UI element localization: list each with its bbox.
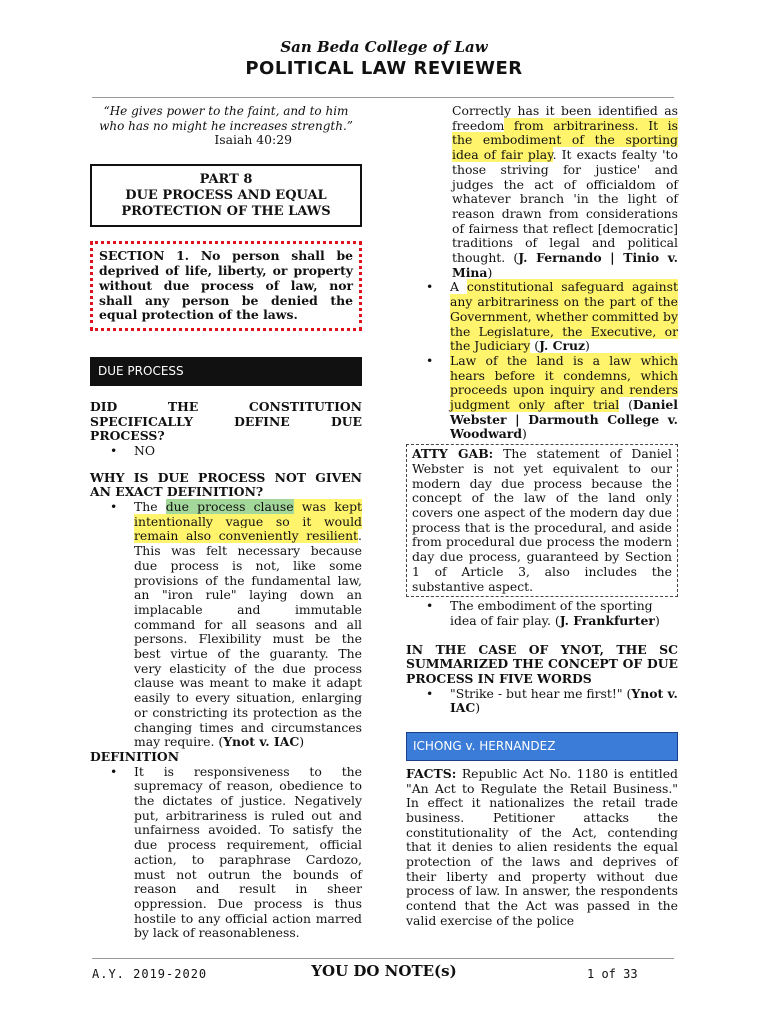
atty-gab-text: The statement of Daniel Webster is not yet equivalent to our modern day due process because the concept of the law of the land only covers one aspect of the modern day due process that is the procedural, and aside from procedural due process the modern day due process, guaranteed by Section 1 of Article 3, also includes the substantive aspect.: [412, 446, 672, 594]
b1-pre-cite: (: [530, 338, 540, 354]
left-column: [90, 104, 362, 941]
facts-text: Republic Act No. 1180 is entitled "An Act to Regulate the Retail Business." In effect it nationalizes the retail trade business. Petitioner attacks the constitutionality of the Act, contending that it denies to alien residents the equal protection of the laws and deprives of their liberty and property without due process of law. In answer, the respondents contend that the Act was passed in the valid exercise of the police: [406, 765, 678, 928]
b1-close: ): [585, 338, 590, 354]
fair-play-paragraph: [406, 104, 678, 280]
highlight-due-process-clause: due process clause: [165, 499, 294, 515]
citation-ynot-iac: Ynot v. IAC: [450, 685, 678, 716]
footer-title: YOU DO NOTE(s): [311, 962, 457, 980]
section-1-box: SECTION 1. No person shall be deprived of life, liberty, or property without due process of law, nor shall any person be denied the equal protection of the laws.: [90, 241, 362, 331]
highlight-intentionally-vague: was kept intentionally vague so it would remain also conveniently resilient: [134, 499, 362, 544]
bullet-law-of-the-land: [406, 354, 678, 442]
atty-gab-label: ATTY GAB:: [412, 446, 494, 462]
part-label: PART 8: [199, 172, 253, 188]
citation-cruz: J. Cruz: [539, 338, 586, 354]
ynot-question: IN THE CASE OF YNOT, THE SC SUMMARIZED THE CONCEPT OF DUE PROCESS IN FIVE WORDS: [406, 641, 678, 687]
right-column: [406, 104, 678, 929]
p1-close: ): [487, 264, 493, 280]
highlight-safeguard: constitutional safeguard against any arbitrariness on the part of the Government, whether committed by the Legislature, the Executive, or the Judiciary: [450, 279, 678, 354]
p1-rest: . It exacts fealty 'to those striving for justice' and judges the act of officialdom of whatever branch 'in the light of reason drawn from considerations of fairness that reflect [democratic] traditions of legal and political thought. (: [452, 147, 678, 266]
due-process-heading-bar: DUE PROCESS: [90, 357, 362, 386]
definition-bullet: • It is responsiveness to the supremacy of reason, obedience to the dictates of justice. Negatively put, arbitrariness is ruled out and unfairness avoided. To satisfy the due process requirement, official action, to paraphrase Cardozo, must not outrun the bounds of reason and result in sheer oppression. Due process is thus hostile to any official action marred by lack of reasonableness.: [90, 765, 362, 941]
highlight-arbitrariness: from arbitrariness. It is the embodiment of the sporting idea of fair play: [452, 117, 678, 163]
citation-ynot: Ynot v. IAC: [223, 734, 300, 750]
b4-text: "Strike - but hear me first!" (: [450, 685, 632, 701]
b4-close: ): [475, 700, 481, 716]
answer-text-rest: . This was felt necessary because due process is not, like some provisions of the fundamental law, an "iron rule" laying down an implacable and immutable command for all seasons and all persons. Flexibility must be the best virtue of the guaranty. The very elasticity of the due process clause was meant to make it adapt easily to every situation, enlarging or constricting its protection as the changing times and circumstances may require. (: [134, 528, 362, 750]
bullet-sporting-idea: [406, 599, 678, 628]
bullet-strike: [406, 687, 678, 716]
answer-text-pre: The: [134, 499, 166, 515]
citation-tinio: J. Fernando | Tinio v. Mina: [452, 250, 678, 280]
quote-source: Isaiah 40:29: [214, 132, 292, 148]
b3-text: The embodiment of the sporting idea of fair play. (: [450, 598, 653, 628]
atty-gab-note: [406, 444, 678, 597]
document-title: POLITICAL LAW REVIEWER: [245, 58, 523, 79]
facts-label: FACTS:: [406, 765, 457, 781]
b2-pre-cite: (: [619, 397, 633, 413]
bullet-constitutional-safeguard: [406, 280, 678, 354]
citation-webster: Daniel Webster | Darmouth College v. Woodward: [450, 397, 678, 442]
b1-pre: A: [450, 279, 467, 295]
quote-line-2: who has no might he increases strength.”: [99, 118, 353, 133]
citation-close: ): [299, 734, 305, 750]
part-title-line-1: DUE PROCESS AND EQUAL: [125, 188, 327, 204]
part-title-box: [90, 164, 362, 227]
answer-exact-definition: [90, 500, 362, 750]
footer-divider: [92, 958, 674, 959]
citation-frankfurter: J. Frankfurter: [559, 612, 655, 628]
highlight-law-of-land: Law of the land is a law which hears before it condemns, which proceeds upon inquiry and renders judgment only after trial: [450, 352, 678, 413]
header-divider: [92, 97, 674, 98]
part-title-line-2: PROTECTION OF THE LAWS: [121, 204, 331, 220]
p1-pre: Correctly has it been identified as freedom: [452, 103, 678, 133]
definition-heading: DEFINITION: [90, 748, 180, 764]
academic-year: A.Y. 2019-2020: [92, 967, 208, 981]
b2-close: ): [521, 426, 527, 442]
question-exact-definition: WHY IS DUE PROCESS NOT GIVEN AN EXACT DEFINITION?: [90, 469, 362, 500]
facts-paragraph: [406, 767, 678, 929]
b3-close: ): [654, 612, 660, 628]
answer-no: • NO: [90, 444, 362, 459]
case-heading-bar: ICHONG v. HERNANDEZ: [406, 732, 678, 761]
page-number: 1 of 33: [587, 967, 638, 981]
school-name: San Beda College of Law: [280, 38, 488, 56]
quote-line-1: “He gives power to the faint, and to him: [103, 104, 349, 118]
question-define-due-process: DID THE CONSTITUTION SPECIFICALLY DEFINE DUE PROCESS?: [90, 398, 362, 444]
